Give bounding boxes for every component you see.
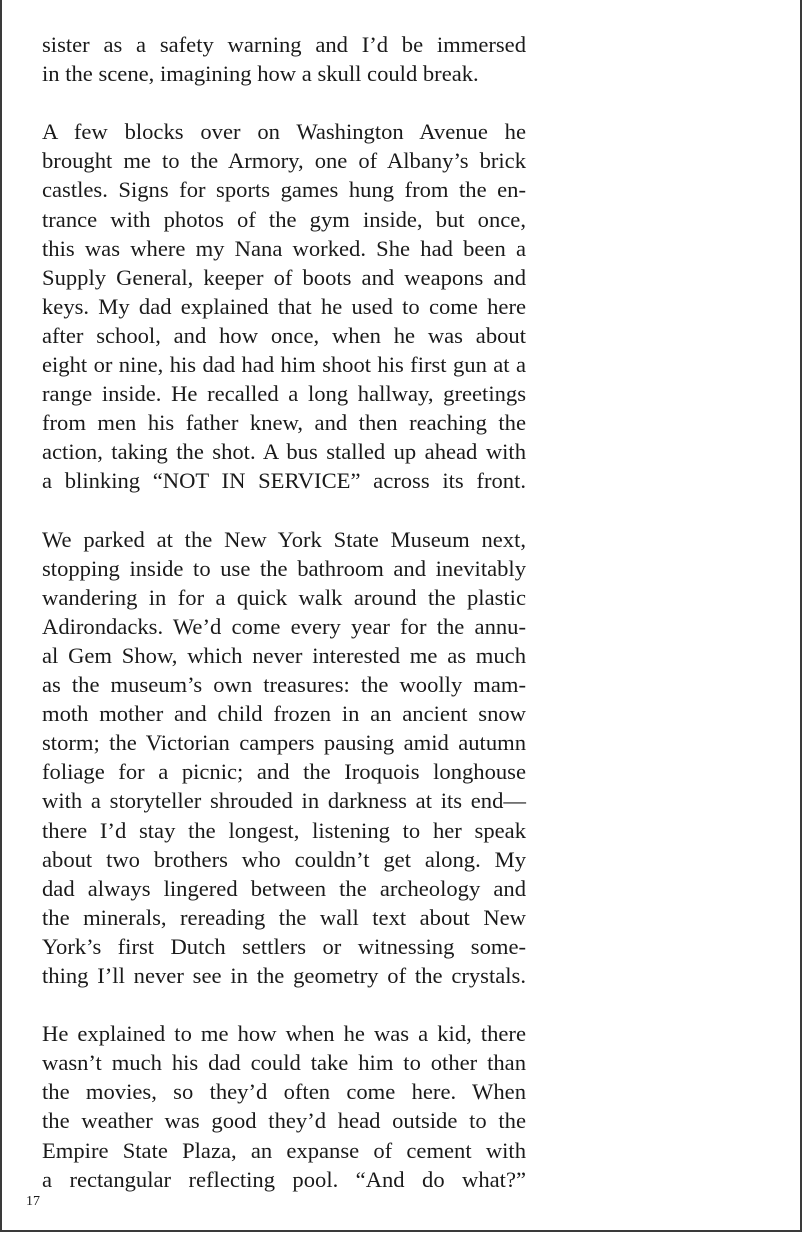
text-line: stopping inside to use the bathroom and inevitably [42,555,526,581]
text-line: a blinking “NOT IN SERVICE” across its front. [42,468,526,494]
text-line: in the scene, imagining how a skull could break. [42,61,479,87]
text-line: eight or nine, his dad had him shoot his first gun at a [42,352,526,378]
text-line: dad always lingered between the archeology and [42,875,526,901]
text-line: range inside. He recalled a long hallway, greetings [42,381,526,407]
text-line: this was where my Nana worked. She had been a [42,235,526,261]
text-line: thing I’ll never see in the geometry of the crystals. [42,963,526,988]
text-line: foliage for a picnic; and the Iroquois longhouse [42,759,526,785]
body-text [42,30,526,1194]
text-line: We parked at the New York State Museum next, [42,526,526,552]
paragraph-2 [42,117,526,495]
text-line: keys. My dad explained that he used to come here [42,293,526,319]
text-line: brought me to the Armory, one of Albany’s brick [42,148,526,174]
paragraph-4 [42,1019,526,1194]
text-line: wasn’t much his dad could take him to other than [42,1050,526,1076]
text-line: moth mother and child frozen in an ancient snow [42,701,526,727]
text-line: from men his father knew, and then reaching the [42,410,526,436]
text-line: there I’d stay the longest, listening to her speak [42,817,526,843]
text-line: the weather was good they’d head outside to the [42,1108,526,1134]
text-line: castles. Signs for sports games hung from the en- [42,177,526,203]
text-line: He explained to me how when he was a kid, there [42,1021,526,1047]
text-line: the minerals, rereading the wall text about New [42,904,526,930]
text-line: action, taking the shot. A bus stalled up ahead with [42,439,526,465]
text-line: storm; the Victorian campers pausing amid autumn [42,730,526,756]
paragraph-1 [42,30,526,88]
text-line: with a storyteller shrouded in darkness at its end— [42,788,526,814]
text-line: the movies, so they’d often come here. When [42,1079,526,1105]
text-line: A few blocks over on Washington Avenue he [42,119,526,145]
paragraph-3 [42,525,526,991]
text-line: sister as a safety warning and I’d be immersed [42,32,526,57]
text-line: as the museum’s own treasures: the woolly mam- [42,672,526,698]
text-line: about two brothers who couldn’t get along. My [42,846,526,872]
text-line: wandering in for a quick walk around the plastic [42,584,526,610]
text-line: York’s first Dutch settlers or witnessing some- [42,933,526,959]
text-line: trance with photos of the gym inside, but once, [42,206,526,232]
text-line: Supply General, keeper of boots and weapons and [42,264,526,290]
text-line: al Gem Show, which never interested me as much [42,642,526,668]
page-number: 17 [26,1194,40,1209]
text-line: a rectangular reflecting pool. “And do what?” [42,1166,526,1192]
text-line: Empire State Plaza, an expanse of cement with [42,1137,526,1163]
text-line: Adirondacks. We’d come every year for the annu- [42,613,526,639]
text-line: after school, and how once, when he was about [42,322,526,348]
